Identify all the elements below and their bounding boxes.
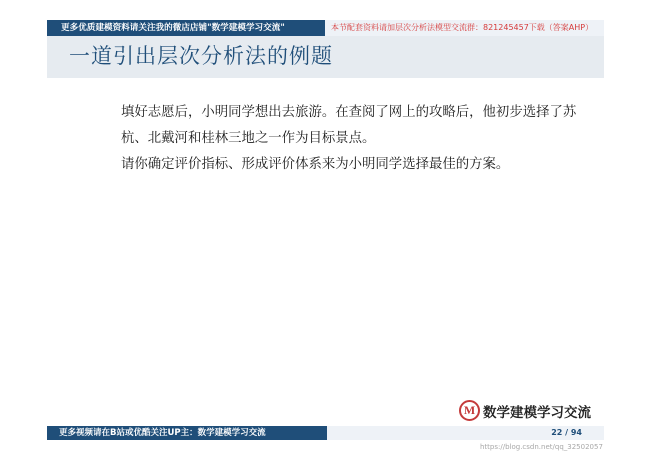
slide-body bbox=[93, 100, 593, 178]
page-number: 22 / 94 bbox=[327, 426, 604, 440]
top-banner bbox=[47, 20, 604, 36]
paragraph-scenario: 填好志愿后，小明同学想出去旅游。在查阅了网上的攻略后，他初步选择了苏杭、北戴河和桂林三地之一作为目标景点。 bbox=[121, 105, 577, 146]
paragraph-task: 请你确定评价指标、形成评价体系来为小明同学选择最佳的方案。 bbox=[121, 157, 510, 172]
title-band bbox=[47, 36, 604, 78]
brand-name: 数学建模学习交流 bbox=[483, 404, 591, 421]
footer-video-notice: 更多视频请在B站或优酷关注UP主：数学建模学习交流 bbox=[47, 426, 327, 440]
brand-logo-icon: M bbox=[459, 400, 480, 421]
top-banner-group-notice: 本节配套资料请加层次分析法模型交流群：821245457下载（答案AHP） bbox=[325, 20, 604, 36]
watermark-url: https://blog.csdn.net/qq_32502057 bbox=[480, 443, 603, 451]
top-banner-store-notice: 更多优质建模资料请关注我的微店店铺"数学建模学习交流" bbox=[47, 20, 325, 36]
footer-bar bbox=[47, 426, 604, 440]
slide-title: 一道引出层次分析法的例题 bbox=[69, 44, 333, 68]
brand-mark bbox=[459, 400, 591, 421]
